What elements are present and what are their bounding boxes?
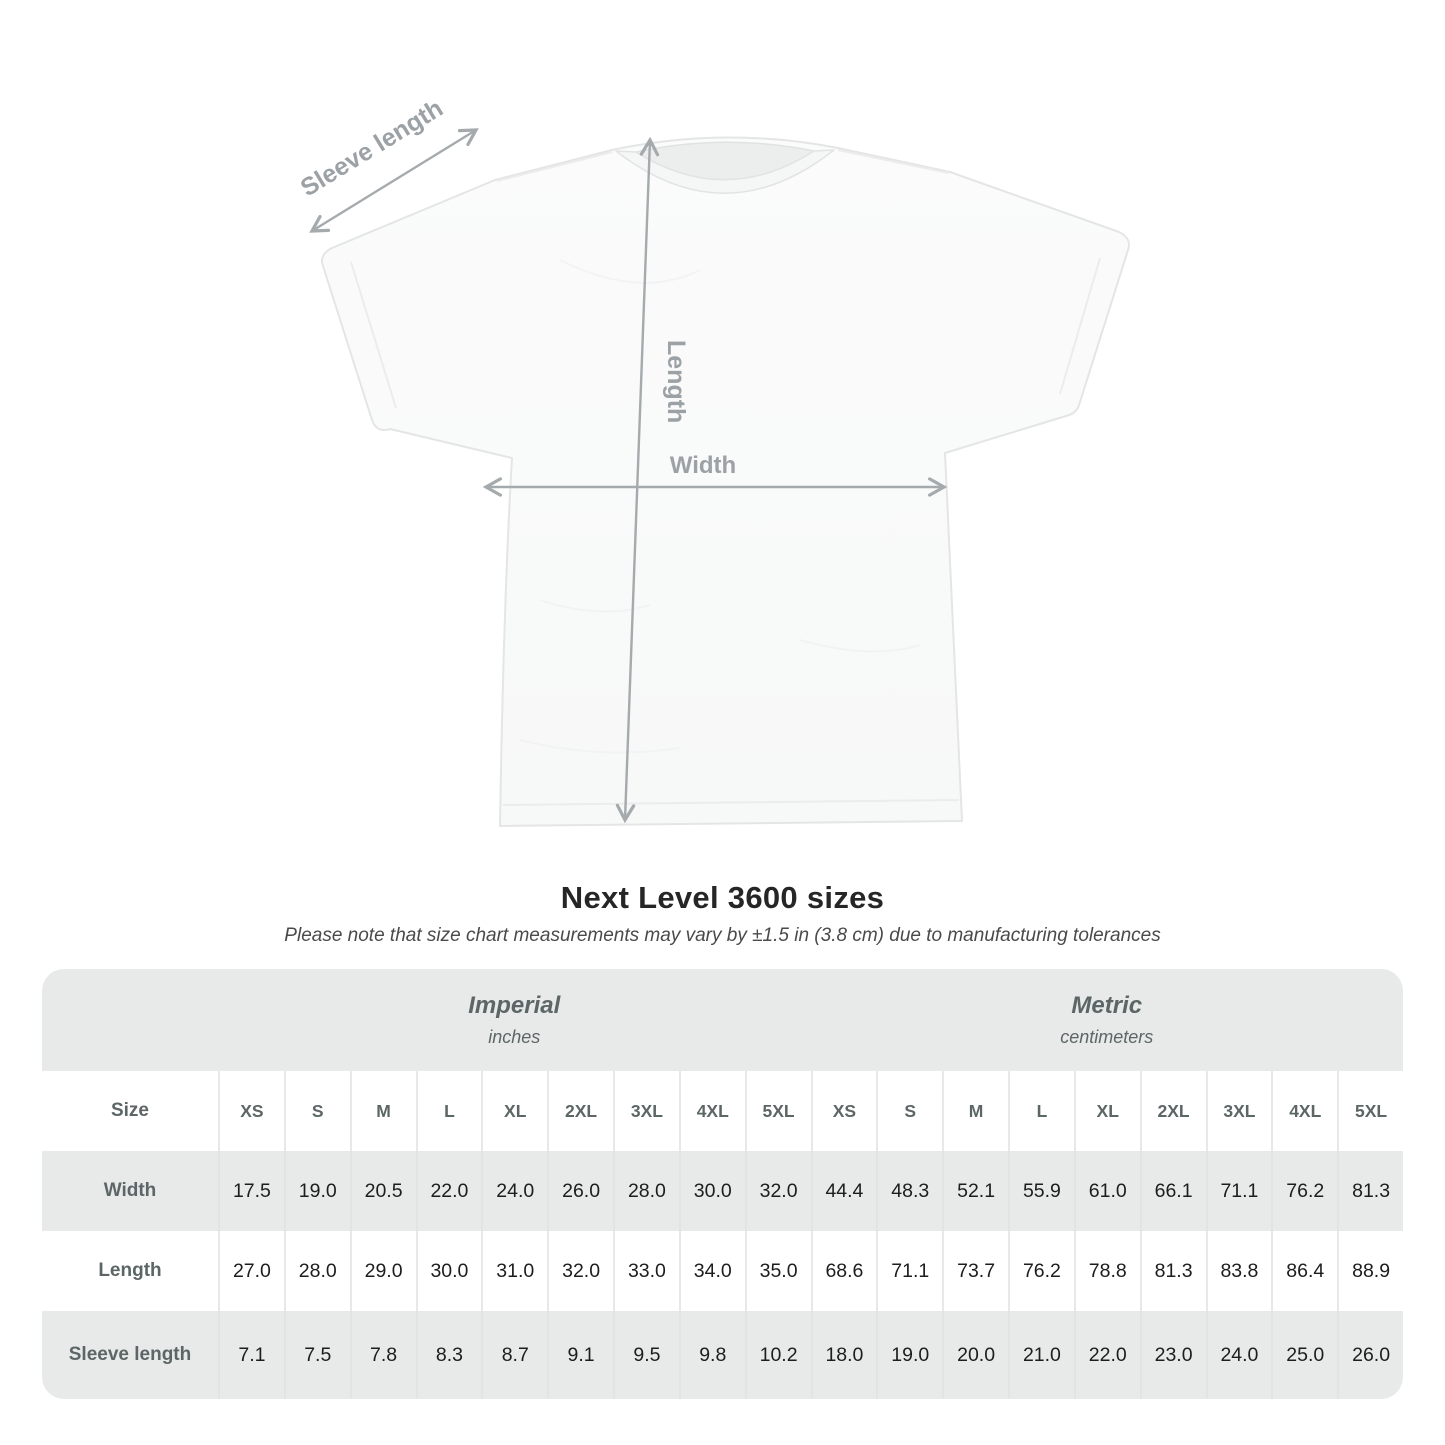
measurement-value: 31.0 bbox=[481, 1231, 547, 1311]
tolerance-note: Please note that size chart measurements may vary by ±1.5 in (3.8 cm) due to manufacturing tolerances bbox=[284, 925, 1161, 946]
measurement-value: 78.8 bbox=[1074, 1231, 1140, 1311]
measurement-value: 22.0 bbox=[1074, 1311, 1140, 1399]
measurement-value: 18.0 bbox=[811, 1311, 877, 1399]
measurement-value: 20.0 bbox=[942, 1311, 1008, 1399]
metric-group-header bbox=[811, 969, 1404, 1071]
measurement-value: 24.0 bbox=[481, 1151, 547, 1231]
imperial-label: Imperial bbox=[468, 992, 561, 1019]
measurement-value: 71.1 bbox=[1206, 1151, 1272, 1231]
measurement-value: 48.3 bbox=[876, 1151, 942, 1231]
size-col-header: 4XL bbox=[1271, 1071, 1337, 1151]
measurement-value: 19.0 bbox=[876, 1311, 942, 1399]
corner-cell bbox=[42, 969, 218, 1071]
size-col-header: XS bbox=[811, 1071, 877, 1151]
measurement-value: 28.0 bbox=[613, 1151, 679, 1231]
measurement-value: 32.0 bbox=[745, 1151, 811, 1231]
size-col-header: XL bbox=[481, 1071, 547, 1151]
size-col-header: S bbox=[876, 1071, 942, 1151]
measurement-value: 61.0 bbox=[1074, 1151, 1140, 1231]
size-col-header: 4XL bbox=[679, 1071, 745, 1151]
measurement-value: 24.0 bbox=[1206, 1311, 1272, 1399]
size-col-header: 3XL bbox=[1206, 1071, 1272, 1151]
size-col-header: L bbox=[1008, 1071, 1074, 1151]
metric-unit-label: centimeters bbox=[1060, 1027, 1154, 1047]
width-row-label: Width bbox=[103, 1180, 157, 1201]
size-col-header: 5XL bbox=[745, 1071, 811, 1151]
size-column-title: Size bbox=[110, 1100, 150, 1121]
measurement-value: 88.9 bbox=[1337, 1231, 1403, 1311]
measurement-value: 27.0 bbox=[218, 1231, 284, 1311]
width-diagram-label: Width bbox=[669, 452, 737, 479]
size-col-header: S bbox=[284, 1071, 350, 1151]
measurement-value: 35.0 bbox=[745, 1231, 811, 1311]
size-col-header: 5XL bbox=[1337, 1071, 1403, 1151]
measurement-value: 28.0 bbox=[284, 1231, 350, 1311]
length-diagram-label: Length bbox=[662, 340, 690, 424]
measurement-value: 52.1 bbox=[942, 1151, 1008, 1231]
measurement-value: 81.3 bbox=[1337, 1151, 1403, 1231]
size-header-row bbox=[42, 1071, 1403, 1151]
measurement-value: 9.8 bbox=[679, 1311, 745, 1399]
measurement-value: 73.7 bbox=[942, 1231, 1008, 1311]
measurement-value: 9.1 bbox=[547, 1311, 613, 1399]
measurement-value: 33.0 bbox=[613, 1231, 679, 1311]
measurement-value: 22.0 bbox=[416, 1151, 482, 1231]
page-title: Next Level 3600 sizes bbox=[560, 880, 885, 915]
size-col-header: XL bbox=[1074, 1071, 1140, 1151]
measurement-value: 8.3 bbox=[416, 1311, 482, 1399]
measurement-value: 86.4 bbox=[1271, 1231, 1337, 1311]
tshirt-outline bbox=[322, 137, 1129, 826]
measurement-value: 7.8 bbox=[350, 1311, 416, 1399]
measurement-value: 25.0 bbox=[1271, 1311, 1337, 1399]
width-row bbox=[42, 1151, 1403, 1231]
measurement-value: 29.0 bbox=[350, 1231, 416, 1311]
length-row-label: Length bbox=[98, 1260, 162, 1281]
measurement-value: 7.1 bbox=[218, 1311, 284, 1399]
measurement-value: 20.5 bbox=[350, 1151, 416, 1231]
measurement-value: 26.0 bbox=[547, 1151, 613, 1231]
measurement-value: 10.2 bbox=[745, 1311, 811, 1399]
sleeve-length-row bbox=[42, 1311, 1403, 1399]
size-col-header: M bbox=[350, 1071, 416, 1151]
unit-group-row bbox=[42, 969, 1403, 1071]
measurement-value: 81.3 bbox=[1140, 1231, 1206, 1311]
measurement-value: 55.9 bbox=[1008, 1151, 1074, 1231]
measurement-value: 71.1 bbox=[876, 1231, 942, 1311]
metric-label: Metric bbox=[1071, 992, 1143, 1019]
measurement-value: 7.5 bbox=[284, 1311, 350, 1399]
size-chart-table bbox=[42, 969, 1403, 1399]
measurement-value: 44.4 bbox=[811, 1151, 877, 1231]
measurement-value: 76.2 bbox=[1271, 1151, 1337, 1231]
measurement-value: 8.7 bbox=[481, 1311, 547, 1399]
size-col-header: 2XL bbox=[1140, 1071, 1206, 1151]
size-col-header: M bbox=[942, 1071, 1008, 1151]
measurement-value: 76.2 bbox=[1008, 1231, 1074, 1311]
size-col-header: 2XL bbox=[547, 1071, 613, 1151]
measurement-value: 21.0 bbox=[1008, 1311, 1074, 1399]
measurement-value: 83.8 bbox=[1206, 1231, 1272, 1311]
measurement-value: 9.5 bbox=[613, 1311, 679, 1399]
measurement-value: 66.1 bbox=[1140, 1151, 1206, 1231]
measurement-value: 30.0 bbox=[679, 1151, 745, 1231]
size-col-header: 3XL bbox=[613, 1071, 679, 1151]
measurement-value: 68.6 bbox=[811, 1231, 877, 1311]
imperial-group-header bbox=[218, 969, 811, 1071]
measurement-value: 23.0 bbox=[1140, 1311, 1206, 1399]
size-col-header: XS bbox=[218, 1071, 284, 1151]
measurement-value: 32.0 bbox=[547, 1231, 613, 1311]
size-col-header: L bbox=[416, 1071, 482, 1151]
sleeve-length-diagram-label: Sleeve length bbox=[295, 94, 448, 203]
measurement-value: 30.0 bbox=[416, 1231, 482, 1311]
imperial-unit-label: inches bbox=[488, 1027, 541, 1047]
measurement-value: 17.5 bbox=[218, 1151, 284, 1231]
measurement-value: 34.0 bbox=[679, 1231, 745, 1311]
sleeve-length-row-label: Sleeve length bbox=[68, 1344, 192, 1365]
length-row bbox=[42, 1231, 1403, 1311]
measurement-value: 19.0 bbox=[284, 1151, 350, 1231]
measurement-value: 26.0 bbox=[1337, 1311, 1403, 1399]
